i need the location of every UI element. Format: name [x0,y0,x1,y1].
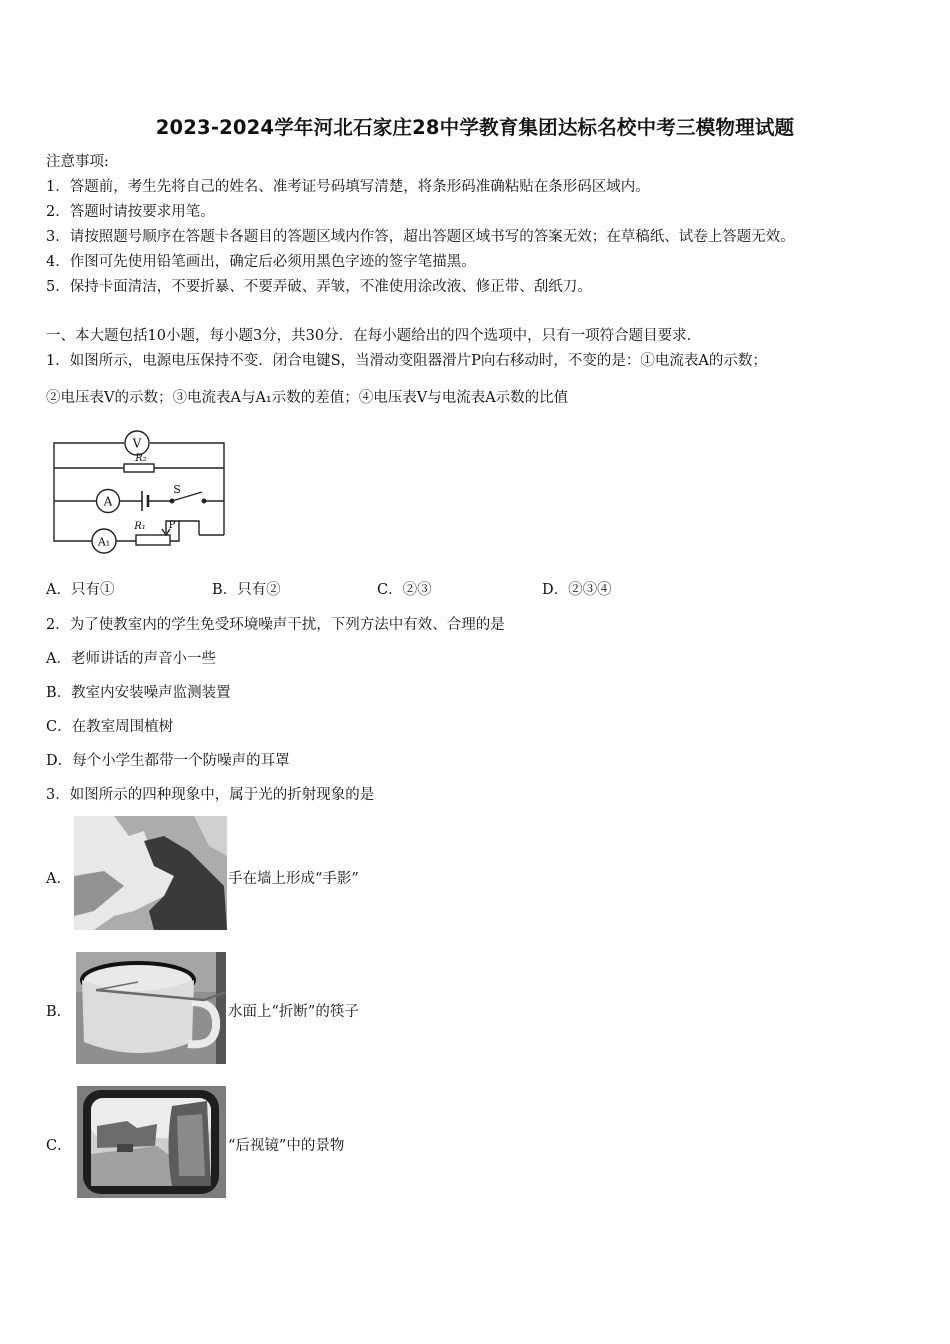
r2-label: R₂ [135,453,147,464]
switch-label: S [173,483,181,496]
notice-item-1: 1．答题前，考生先将自己的姓名、准考证号码填写清楚，将条形码准确粘贴在条形码区域内。 [46,179,650,195]
ammeter-label: A [103,494,113,509]
q1-option-c: C．②③ [377,582,432,598]
q1-option-b: B．只有② [212,582,281,598]
circuit-diagram [44,423,234,555]
hand-shadow-photo [74,816,227,930]
rearview-mirror-photo [77,1086,226,1198]
notice-item-4: 4．作图可先使用铅笔画出，确定后必须用黑色字迹的签字笔描黑。 [46,254,476,270]
notice-item-3: 3．请按照题号顺序在答题卡各题目的答题区域内作答，超出答题区域书写的答案无效；在草稿纸、试卷上答题无效。 [46,229,795,245]
resistor-r1 [136,535,170,545]
q3-option-a-letter: A． [46,871,71,887]
page-title: 2023-2024学年河北石家庄28中学教育集团达标名校中考三模物理试题 [155,116,795,139]
q3-option-c-text: “后视镜”中的景物 [228,1138,345,1154]
r1-label: R₁ [134,521,146,532]
resistor-r2 [124,464,154,472]
q2-option-b: B．教室内安装噪声监测装置 [46,685,231,701]
q3-option-c-letter: C． [46,1138,72,1154]
left-wire [54,468,92,541]
q1-stem-line1: 1．如图所示，电源电压保持不变．闭合电键S，当滑动变阻器滑片P向右移动时，不变的是：①电流表A的示数； [46,353,767,369]
q2-stem: 2．为了使教室内的学生免受环境噪声干扰，下列方法中有效、合理的是 [46,617,505,633]
q2-option-c: C．在教室周围植树 [46,719,174,735]
q1-option-a: A．只有① [46,582,115,598]
q1-option-d: D．②③④ [542,582,612,598]
q3-option-a-text: 手在墙上形成“手影” [228,871,359,887]
q3-option-b-letter: B． [46,1004,72,1020]
q3-stem: 3．如图所示的四种现象中，属于光的折射现象的是 [46,787,375,803]
section-heading: 一、本大题包括10小题，每小题3分，共30分．在每小题给出的四个选项中，只有一项符合题目要求． [46,328,702,344]
notice-heading: 注意事项: [46,154,109,170]
notice-item-2: 2．答题时请按要求用笔。 [46,204,215,220]
q3-option-b-text: 水面上“折断”的筷子 [228,1004,359,1020]
chopsticks-cup-photo [76,952,226,1064]
q1-stem-line2: ②电压表V的示数；③电流表A与A₁示数的差值；④电压表V与电流表A示数的比值 [46,390,569,406]
notice-item-5: 5．保持卡面清洁，不要折暴、不要弄破、弄皱，不准使用涂改液、修正带、刮纸刀。 [46,279,592,295]
q2-option-d: D．每个小学生都带一个防噪声的耳罩 [46,753,290,769]
voltmeter-label: V [132,436,142,451]
q2-option-a: A．老师讲话的声音小一些 [46,651,216,667]
ammeter-a1-label: A₁ [97,535,111,549]
p-label: P [168,520,176,531]
